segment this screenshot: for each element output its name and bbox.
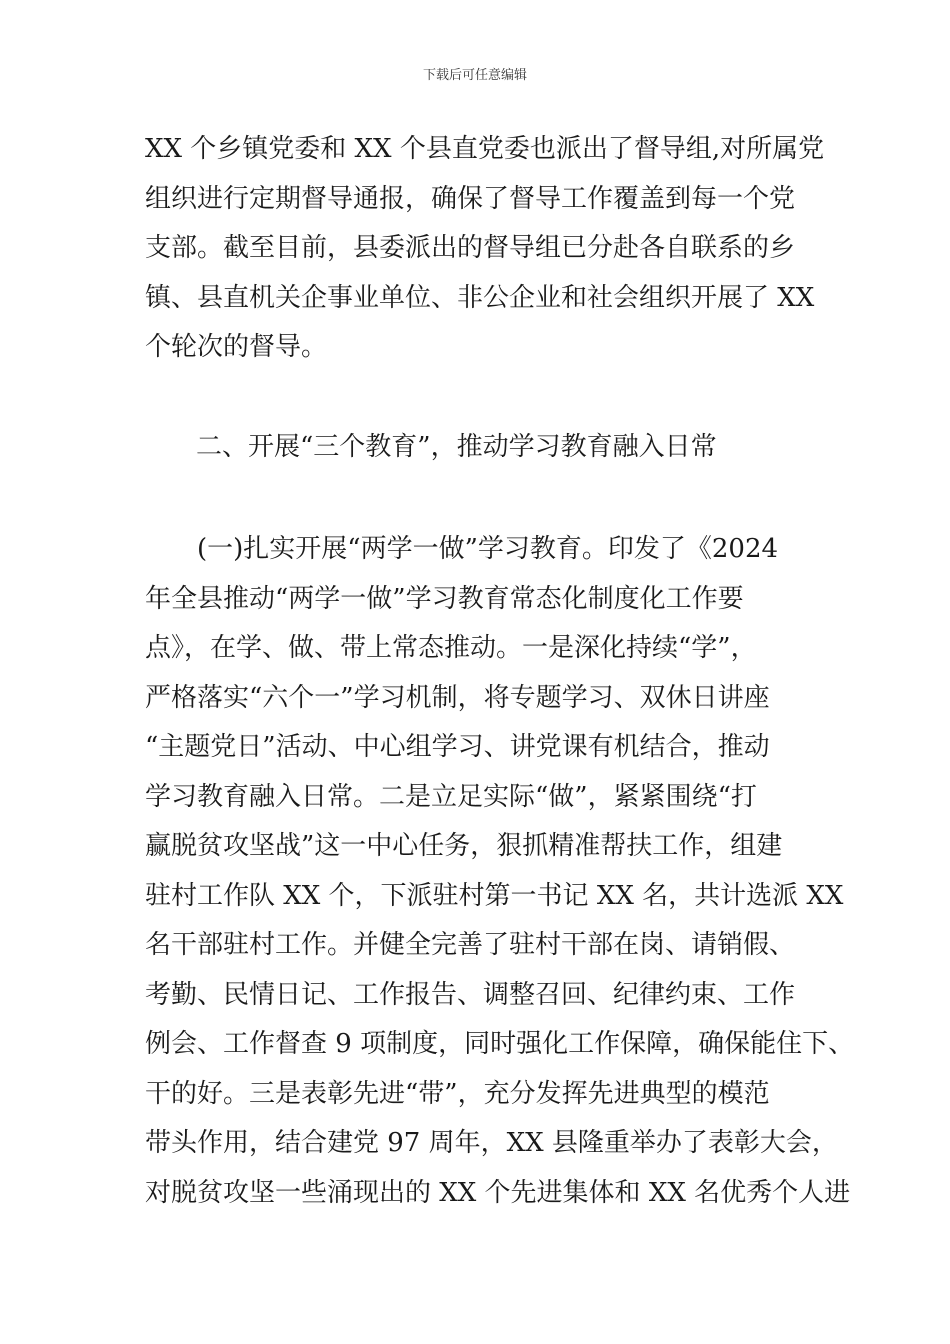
paragraph-2-line: 严格落实“六个一”学习机制，将专题学习、双休日讲座 <box>145 682 770 713</box>
paragraph-2-line: 学习教育融入日常。二是立足实际“做”，紧紧围绕“打 <box>145 781 757 812</box>
paragraph-2-line: 赢脱贫攻坚战”这一中心任务，狠抓精准帮扶工作，组建 <box>145 831 783 861</box>
paragraph-1-line: XX 个乡镇党委和 XX 个县直党委也派出了督导组,对所属党 <box>145 134 825 164</box>
paragraph-1-line: 个轮次的督导。 <box>145 332 328 362</box>
paragraph-2-line: 考勤、民情日记、工作报告、调整召回、纪律约束、工作 <box>145 979 796 1010</box>
paragraph-1-line: 支部。截至目前，县委派出的督导组已分赴各自联系的乡 <box>145 233 796 263</box>
paragraph-2-line: 名干部驻村工作。并健全完善了驻村干部在岗、请销假、 <box>145 930 796 960</box>
paragraph-2-line: 例会、工作督查 9 项制度，同时强化工作保障，确保能住下、 <box>145 1029 855 1059</box>
paragraph-2-line: (一)扎实开展“两学一做”学习教育。印发了《2024 <box>197 534 779 564</box>
paragraph-2-line: 对脱贫攻坚一些涌现出的 XX 个先进集体和 XX 名优秀个人进 <box>145 1177 851 1208</box>
paragraph-2-line: 干的好。三是表彰先进“带”，充分发挥先进典型的模范 <box>145 1078 770 1109</box>
paragraph-1-line: 组织进行定期督导通报，确保了督导工作覆盖到每一个党 <box>145 183 796 214</box>
paragraph-2-line: 驻村工作队 XX 个，下派驻村第一书记 XX 名，共计选派 XX <box>145 880 844 911</box>
paragraph-1-line: 镇、县直机关企事业单位、非公企业和社会组织开展了 XX <box>145 282 815 313</box>
paragraph-2 <box>145 525 855 1218</box>
paragraph-2-line: “主题党日”活动、中心组学习、讲党课有机结合，推动 <box>145 732 770 762</box>
paragraph-1 <box>145 125 835 373</box>
page-header-note: 下载后可任意编辑 <box>422 68 527 83</box>
section-heading: 二、开展“三个教育”，推动学习教育融入日常 <box>196 432 717 462</box>
paragraph-2-line: 带头作用，结合建党 97 周年，XX 县隆重举办了表彰大会， <box>145 1128 838 1158</box>
paragraph-2-line: 年全县推动“两学一做”学习教育常态化制度化工作要 <box>145 583 744 614</box>
paragraph-2-line: 点》，在学、做、带上常态推动。一是深化持续“学”， <box>145 633 757 663</box>
